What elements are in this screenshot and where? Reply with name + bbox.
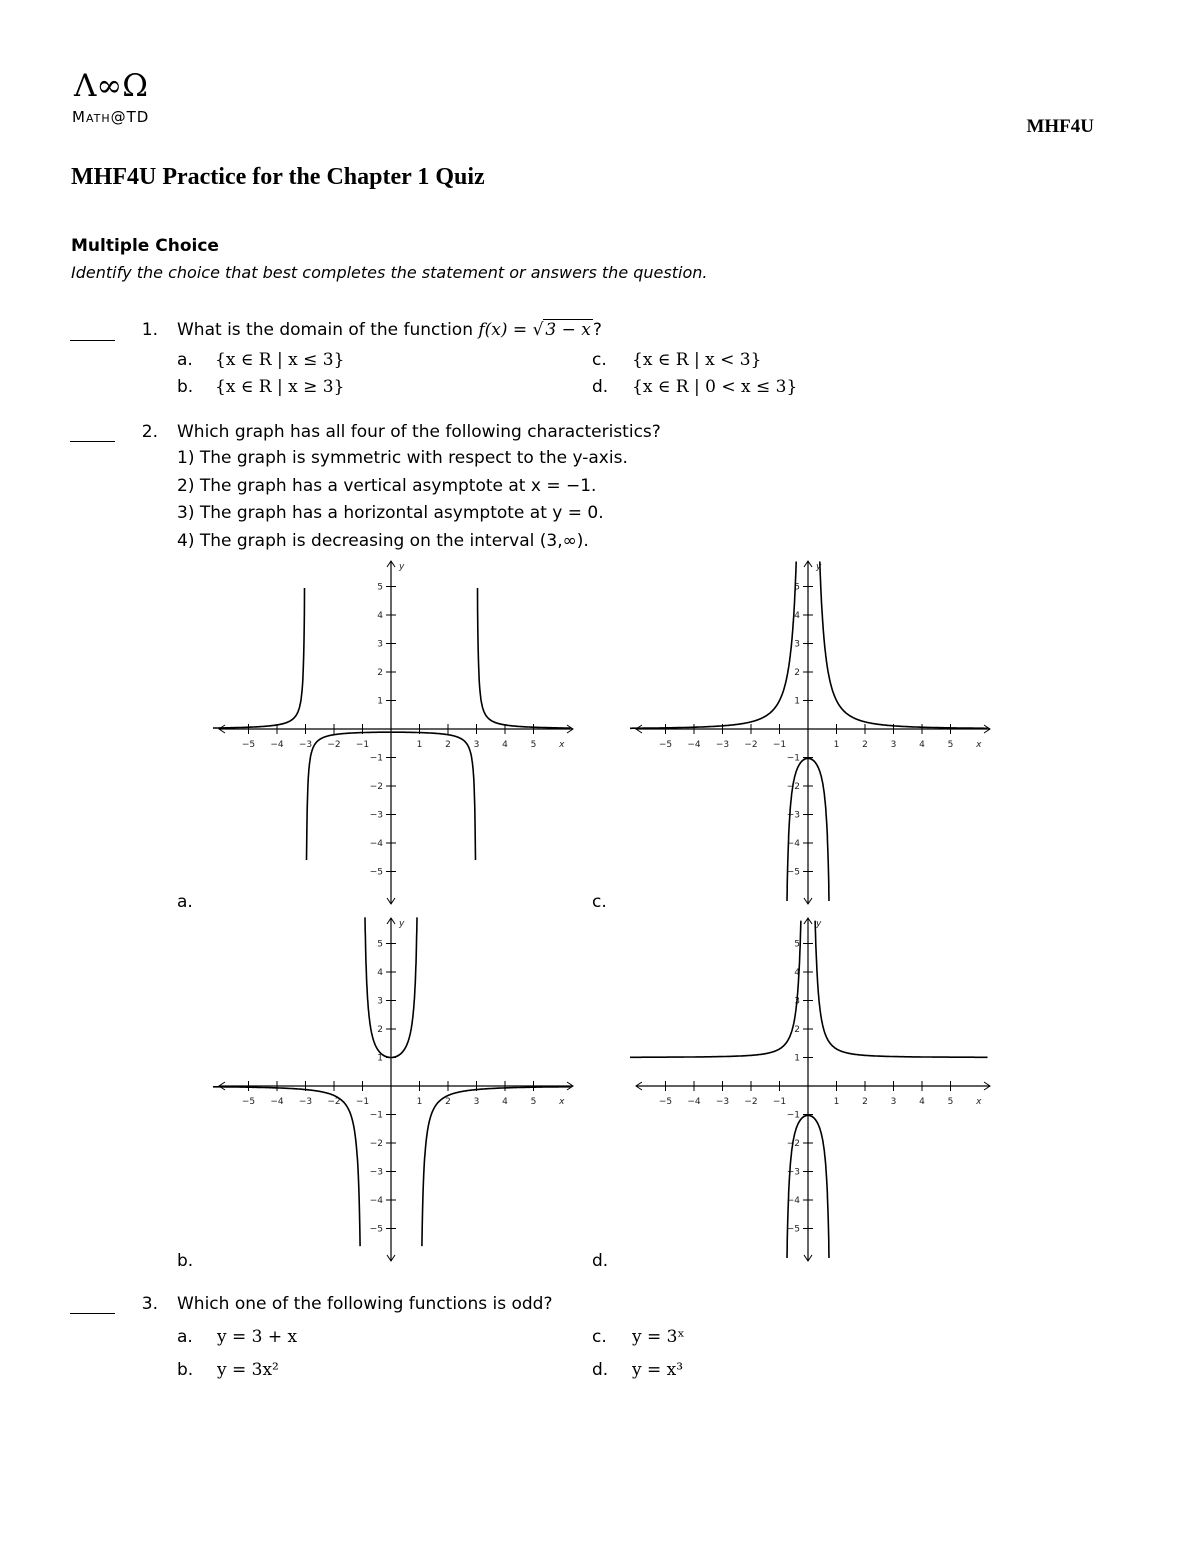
question-text-1 bbox=[177, 320, 602, 340]
q2-condition-4: 4) The graph is decreasing on the interval (3,∞). bbox=[177, 531, 589, 551]
question-number-3: 3. bbox=[141, 1294, 158, 1314]
y-tick-label: 4 bbox=[794, 611, 800, 621]
q3-option-d-letter: d. bbox=[592, 1360, 609, 1380]
y-tick-label: 1 bbox=[377, 696, 383, 707]
x-tick-label: −2 bbox=[744, 740, 758, 750]
y-tick-label: −2 bbox=[786, 1139, 800, 1149]
curve-right bbox=[478, 588, 571, 728]
q3-option-a[interactable]: y = 3 + x bbox=[217, 1327, 298, 1347]
x-tick-label: −4 bbox=[687, 1097, 701, 1107]
y-tick-label: 3 bbox=[794, 639, 800, 650]
q1-option-d[interactable]: {x ∈ R | 0 < x ≤ 3} bbox=[632, 377, 798, 397]
y-axis-label: y bbox=[399, 919, 405, 929]
x-tick-label: 5 bbox=[530, 1097, 537, 1107]
x-tick-label: −2 bbox=[327, 1097, 341, 1107]
x-tick-label: 4 bbox=[919, 1097, 925, 1107]
x-tick-label: −3 bbox=[715, 740, 730, 750]
graph-a[interactable] bbox=[213, 555, 583, 910]
curve-left bbox=[213, 1087, 360, 1247]
x-tick-label: −1 bbox=[355, 740, 370, 750]
logo-text: Math@TD bbox=[72, 108, 150, 126]
question-number-2: 2. bbox=[141, 422, 158, 442]
x-tick-label: 5 bbox=[947, 740, 954, 750]
y-tick-label: −3 bbox=[786, 1167, 800, 1178]
x-tick-label: −4 bbox=[270, 1097, 284, 1107]
y-tick-label: −3 bbox=[369, 810, 383, 821]
y-tick-label: −5 bbox=[786, 1224, 800, 1235]
y-tick-label: −3 bbox=[786, 810, 800, 821]
q2-condition-3: 3) The graph has a horizontal asymptote at y = 0. bbox=[177, 503, 604, 523]
course-code: MHF4U bbox=[1026, 116, 1094, 137]
x-tick-label: −4 bbox=[687, 740, 701, 750]
curve-left bbox=[630, 562, 796, 729]
x-tick-label: 3 bbox=[473, 740, 480, 750]
y-tick-label: 2 bbox=[794, 668, 800, 678]
x-tick-label: 4 bbox=[919, 740, 925, 750]
q3-option-b[interactable]: y = 3x² bbox=[217, 1360, 279, 1380]
y-tick-label: −1 bbox=[369, 753, 383, 764]
q3-option-b-letter: b. bbox=[177, 1360, 194, 1380]
y-tick-label: 3 bbox=[377, 639, 383, 650]
q1-option-c-letter: c. bbox=[592, 350, 607, 370]
y-tick-label: −2 bbox=[369, 1139, 383, 1149]
q1-option-a[interactable]: {x ∈ R | x ≤ 3} bbox=[215, 350, 345, 370]
y-tick-label: −1 bbox=[786, 1110, 800, 1121]
y-axis-label: y bbox=[399, 562, 405, 572]
graph-b-label: b. bbox=[177, 1251, 194, 1271]
q1-option-c[interactable]: {x ∈ R | x < 3} bbox=[632, 350, 762, 370]
x-tick-label: 1 bbox=[416, 740, 423, 750]
q3-option-a-letter: a. bbox=[177, 1327, 193, 1347]
y-tick-label: 4 bbox=[377, 611, 383, 621]
curve-right bbox=[815, 921, 987, 1058]
y-tick-label: 5 bbox=[377, 582, 383, 593]
y-tick-label: 2 bbox=[377, 668, 383, 678]
graph-d[interactable] bbox=[630, 912, 1000, 1267]
y-tick-label: 4 bbox=[794, 968, 800, 978]
x-tick-label: 5 bbox=[947, 1097, 954, 1107]
y-tick-label: −4 bbox=[369, 839, 383, 849]
x-tick-label: 1 bbox=[416, 1097, 423, 1107]
x-tick-label: 3 bbox=[473, 1097, 480, 1107]
x-tick-label: 3 bbox=[890, 1097, 897, 1107]
y-tick-label: −1 bbox=[369, 1110, 383, 1121]
q1-func: f(x) = bbox=[478, 320, 533, 340]
y-tick-label: 1 bbox=[794, 696, 800, 707]
x-tick-label: −1 bbox=[772, 1097, 787, 1107]
sqrt-sign: √ bbox=[532, 320, 544, 340]
graph-c[interactable] bbox=[630, 555, 1000, 910]
y-tick-label: −5 bbox=[369, 867, 383, 878]
y-tick-label: 5 bbox=[794, 939, 800, 950]
curve-left bbox=[630, 921, 801, 1058]
q1-option-b-letter: b. bbox=[177, 377, 194, 397]
graph-a-label: a. bbox=[177, 892, 193, 912]
answer-blank-1[interactable] bbox=[70, 340, 115, 341]
answer-blank-2[interactable] bbox=[70, 441, 115, 442]
y-tick-label: −1 bbox=[786, 753, 800, 764]
q3-option-c-letter: c. bbox=[592, 1327, 607, 1347]
y-tick-label: 2 bbox=[377, 1025, 383, 1035]
q1-option-b[interactable]: {x ∈ R | x ≥ 3} bbox=[215, 377, 345, 397]
x-tick-label: −5 bbox=[658, 740, 673, 750]
y-tick-label: −5 bbox=[369, 1224, 383, 1235]
y-tick-label: 4 bbox=[377, 968, 383, 978]
y-tick-label: −4 bbox=[786, 839, 800, 849]
q3-option-d[interactable]: y = x³ bbox=[632, 1360, 684, 1380]
x-tick-label: 5 bbox=[530, 740, 537, 750]
y-tick-label: −4 bbox=[369, 1196, 383, 1206]
x-tick-label: −3 bbox=[298, 740, 313, 750]
graph-c-label: c. bbox=[592, 892, 607, 912]
y-tick-label: −2 bbox=[369, 782, 383, 792]
q1-option-d-letter: d. bbox=[592, 377, 609, 397]
graph-b[interactable] bbox=[213, 912, 583, 1267]
x-tick-label: 1 bbox=[833, 1097, 840, 1107]
page-title: MHF4U Practice for the Chapter 1 Quiz bbox=[71, 164, 485, 190]
question-text-3: Which one of the following functions is odd? bbox=[177, 1294, 553, 1314]
x-tick-label: 4 bbox=[502, 1097, 508, 1107]
y-axis-label: y bbox=[816, 919, 822, 929]
x-tick-label: −5 bbox=[658, 1097, 673, 1107]
y-tick-label: 5 bbox=[377, 939, 383, 950]
instructions: Identify the choice that best completes the statement or answers the question. bbox=[71, 263, 708, 282]
curve-right bbox=[422, 1087, 571, 1247]
x-tick-label: −2 bbox=[744, 1097, 758, 1107]
y-tick-label: −2 bbox=[786, 782, 800, 792]
x-axis-label: x bbox=[976, 1097, 982, 1107]
x-tick-label: −1 bbox=[772, 740, 787, 750]
y-tick-label: −5 bbox=[786, 867, 800, 878]
x-tick-label: −5 bbox=[241, 740, 256, 750]
x-tick-label: −5 bbox=[241, 1097, 256, 1107]
logo-symbols: Λ∞Ω bbox=[74, 68, 148, 104]
x-tick-label: 2 bbox=[445, 740, 451, 750]
y-tick-label: 1 bbox=[794, 1053, 800, 1064]
x-tick-label: 1 bbox=[833, 740, 840, 750]
q1-text-before: What is the domain of the function bbox=[177, 320, 479, 340]
x-tick-label: 2 bbox=[862, 1097, 868, 1107]
y-axis-label: y bbox=[816, 562, 822, 572]
q1-text-after: ? bbox=[592, 320, 602, 340]
q2-condition-2: 2) The graph has a vertical asymptote at x = −1. bbox=[177, 476, 597, 496]
section-title: Multiple Choice bbox=[71, 236, 219, 256]
y-tick-label: 3 bbox=[794, 996, 800, 1007]
x-axis-label: x bbox=[559, 1097, 565, 1107]
q2-condition-1: 1) The graph is symmetric with respect to the y-axis. bbox=[177, 448, 628, 468]
y-tick-label: −3 bbox=[369, 1167, 383, 1178]
question-text-2: Which graph has all four of the following characteristics? bbox=[177, 422, 661, 442]
x-tick-label: −4 bbox=[270, 740, 284, 750]
x-tick-label: −2 bbox=[327, 740, 341, 750]
x-tick-label: −3 bbox=[715, 1097, 730, 1107]
y-tick-label: 3 bbox=[377, 996, 383, 1007]
q3-option-c[interactable]: y = 3ˣ bbox=[632, 1327, 685, 1347]
x-tick-label: 2 bbox=[862, 740, 868, 750]
q1-option-a-letter: a. bbox=[177, 350, 193, 370]
x-tick-label: 2 bbox=[445, 1097, 451, 1107]
question-number-1: 1. bbox=[141, 320, 158, 340]
curve-right bbox=[820, 562, 988, 729]
x-axis-label: x bbox=[976, 740, 982, 750]
curve-left bbox=[213, 588, 305, 728]
y-tick-label: 1 bbox=[377, 1053, 383, 1064]
x-axis-label: x bbox=[559, 740, 565, 750]
x-tick-label: −3 bbox=[298, 1097, 313, 1107]
answer-blank-3[interactable] bbox=[70, 1313, 115, 1314]
y-tick-label: 2 bbox=[794, 1025, 800, 1035]
y-tick-label: 5 bbox=[794, 582, 800, 593]
y-tick-label: −4 bbox=[786, 1196, 800, 1206]
graph-d-label: d. bbox=[592, 1251, 609, 1271]
x-tick-label: −1 bbox=[355, 1097, 370, 1107]
x-tick-label: 3 bbox=[890, 740, 897, 750]
x-tick-label: 4 bbox=[502, 740, 508, 750]
q1-radicand: 3 − x bbox=[545, 320, 591, 340]
